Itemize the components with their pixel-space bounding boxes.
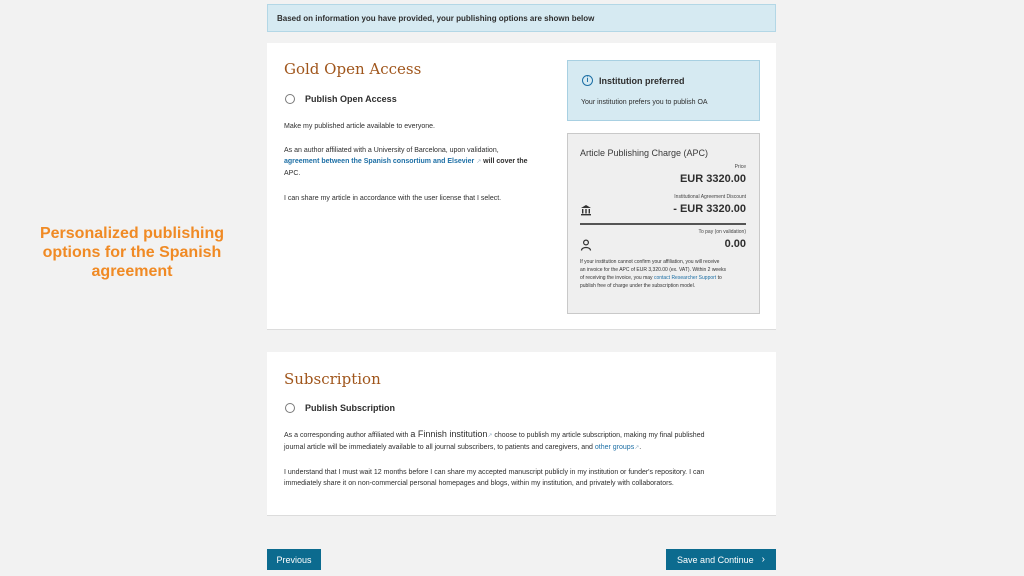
preferred-header <box>582 75 685 86</box>
preferred-text: Your institution prefers you to publish OA <box>581 99 708 106</box>
other-groups-link[interactable]: other groups <box>594 444 635 451</box>
subscription-line2: journal article will be immediately available to all journal subscribers, to patients and caregivers, and other groups↗. <box>284 444 642 451</box>
subscription-sharing-text <box>284 467 769 489</box>
previous-button-label[interactable]: Previous <box>276 554 312 565</box>
oa-affiliation-end: will cover the <box>483 158 528 165</box>
subscription-sharing-line1: I understand that I must wait 12 months before I can share my accepted manuscript publicly in my institution or funder's repository. I can <box>284 469 705 476</box>
apc-title: Article Publishing Charge (APC) <box>580 148 709 158</box>
apc-note-line1: If your institution cannot confirm your affiliation, you will receive <box>580 259 720 265</box>
preferred-title: Institution preferred <box>599 75 685 86</box>
publish-subscription-radio[interactable] <box>285 403 295 413</box>
apc-note-line4: publish free of charge under the subscription model. <box>580 283 696 289</box>
publish-subscription-label[interactable]: Publish Subscription <box>305 403 396 413</box>
oa-description: Make my published article available to everyone. <box>284 123 435 130</box>
publish-oa-option[interactable] <box>285 94 397 104</box>
discount-value: - EUR 3320.00 <box>673 203 746 215</box>
apc-note-line2: an invoice for the APC of EUR 3,320.00 (ex. VAT). Within 2 weeks <box>580 267 726 273</box>
discount-label: Institutional Agreement Discount <box>674 194 746 200</box>
save-continue-label[interactable]: Save and Continue <box>677 554 754 565</box>
oa-affiliation-line1: As an author affiliated with a University of Barcelona, upon validation, <box>284 147 499 154</box>
apc-note-line3-start: of receiving the invoice, you may <box>580 275 653 281</box>
bank-icon <box>580 203 592 221</box>
topay-label: To pay (on validation) <box>698 229 746 235</box>
subscription-affiliation-text <box>284 429 764 454</box>
topay-value: 0.00 <box>724 238 746 250</box>
publish-subscription-option[interactable] <box>285 403 395 413</box>
info-icon: i <box>582 75 593 86</box>
subscription-card <box>267 352 776 516</box>
subscription-line1-start: As a corresponding author affiliated with <box>284 432 409 439</box>
oa-license-text: I can share my article in accordance with the user license that I select. <box>284 195 502 202</box>
researcher-support-link[interactable]: contact Researcher Support <box>653 275 717 281</box>
apc-note <box>580 258 750 290</box>
apc-divider <box>580 223 746 225</box>
oa-affiliation-line2 <box>284 156 554 168</box>
chevron-right-icon: › <box>761 554 765 565</box>
person-icon <box>580 238 592 256</box>
subscription-line1 <box>284 429 764 442</box>
subscription-title: Subscription <box>284 370 381 388</box>
apc-note-line3 <box>580 274 750 282</box>
side-annotation: Personalized publishing options for the Spanish agreement <box>39 225 225 280</box>
finnish-institution-text: a Finnish institution <box>410 429 488 439</box>
publish-oa-label[interactable]: Publish Open Access <box>305 94 397 104</box>
external-link-icon: ↗ <box>487 433 493 439</box>
agreement-link[interactable]: agreement between the Spanish consortium and Elsevier <box>284 158 475 165</box>
price-label: Price <box>734 164 746 170</box>
gold-oa-title: Gold Open Access <box>284 60 422 78</box>
external-link-icon: ↗ <box>634 445 640 451</box>
price-value: EUR 3320.00 <box>679 173 746 185</box>
save-continue-button[interactable] <box>666 549 776 570</box>
oa-affiliation-text <box>284 145 554 179</box>
apc-box <box>567 133 760 314</box>
oa-affiliation-tail: APC. <box>284 170 301 177</box>
previous-button[interactable] <box>267 549 321 570</box>
apc-note-line3-end: to <box>717 275 722 281</box>
subscription-sharing-line2: immediately share it on non-commercial personal homepages and blogs, within my institution, and privately with collaborators. <box>284 480 674 487</box>
external-link-icon: ↗ <box>476 159 482 165</box>
gold-open-access-card <box>267 43 776 330</box>
info-banner: Based on information you have provided, your publishing options are shown below <box>267 4 776 32</box>
subscription-line2-text: journal article will be immediately available to all journal subscribers, to patients and caregivers, and <box>284 444 593 451</box>
subscription-line1-mid: choose to publish my article subscription, making my final published <box>494 432 705 439</box>
institution-preferred-box <box>567 60 760 121</box>
publish-oa-radio[interactable] <box>285 94 295 104</box>
